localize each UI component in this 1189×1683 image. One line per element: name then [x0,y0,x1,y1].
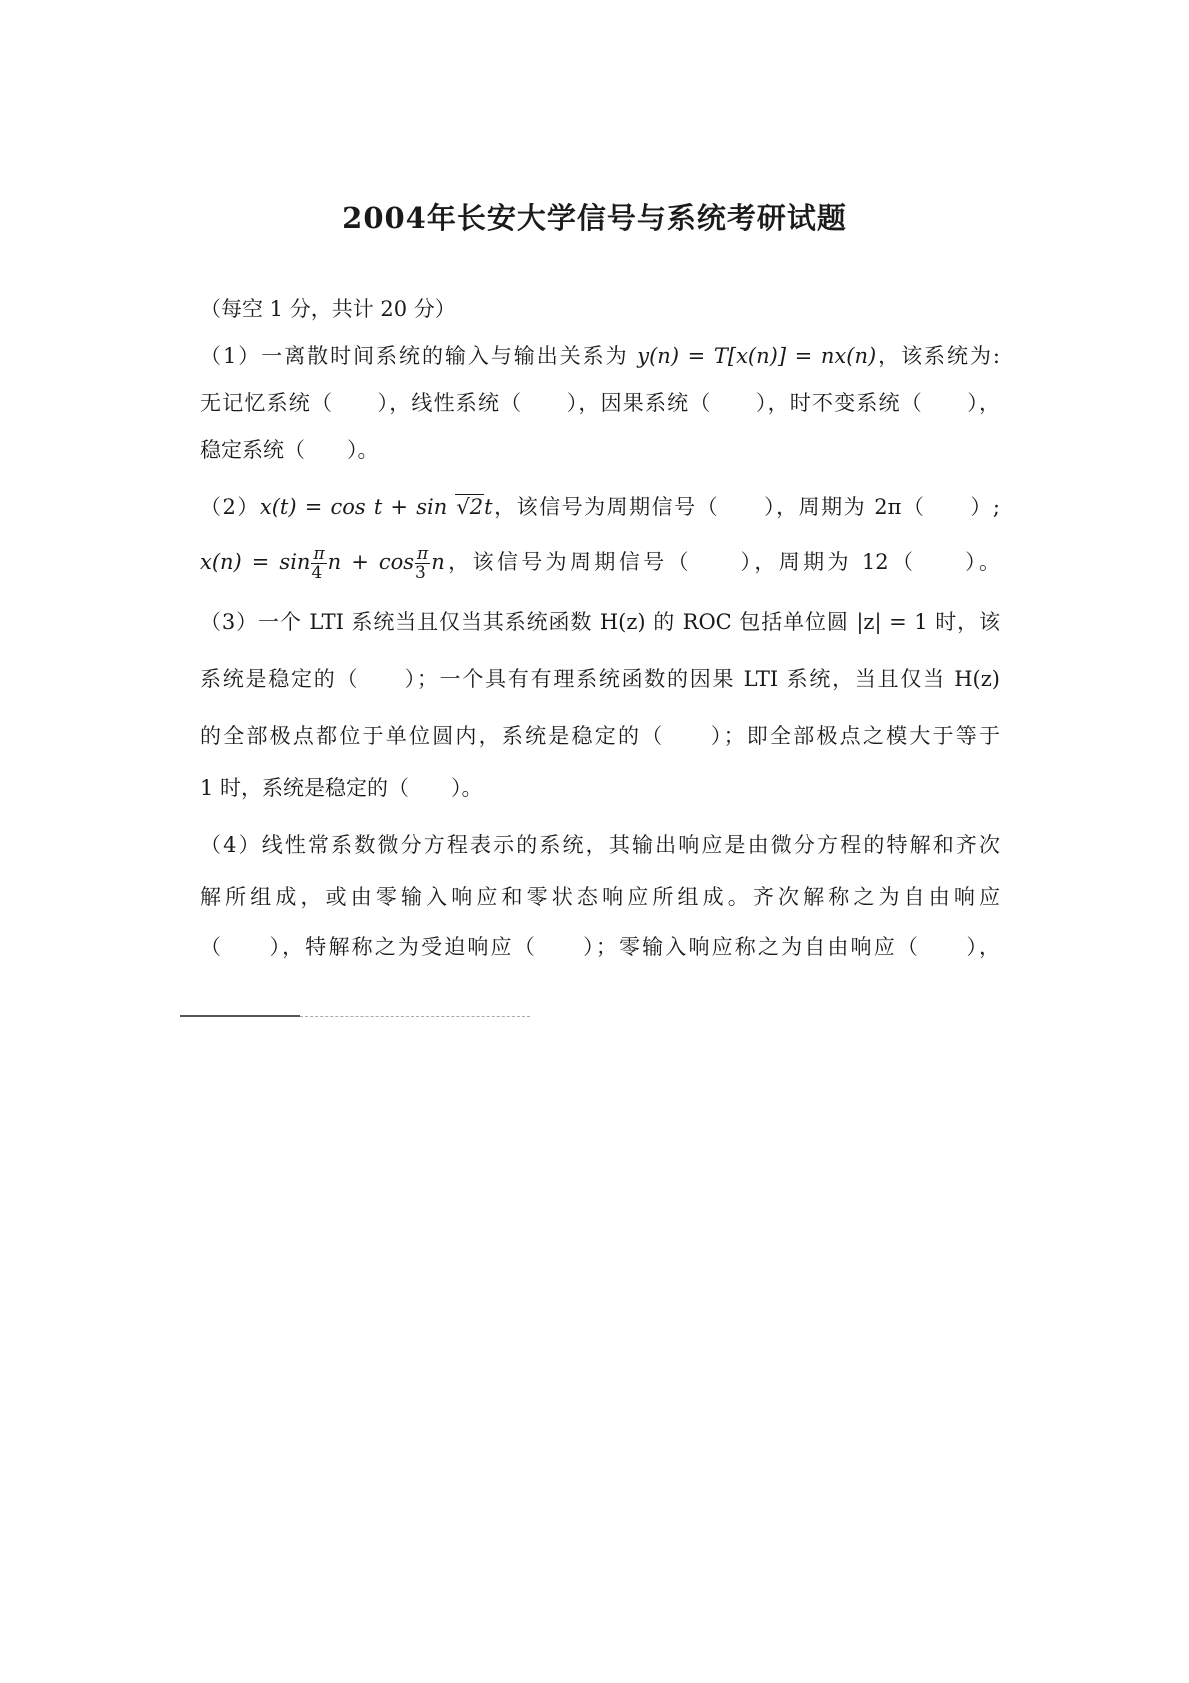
q2-eq1-b: t [484,495,493,519]
sqrt-radicand: √2 [456,495,484,519]
section-note: （每空 1 分，共计 20 分） [200,297,456,321]
frac1-num: π [313,543,325,564]
q2-eq2-c: n [431,550,445,574]
scan-edge-dashes [300,1016,530,1017]
q3-line-3: 的全部极点都位于单位圆内，系统是稳定的（ ）；即全部极点之模大于等于 [200,724,1000,748]
q1-prefix: （1）一离散时间系统的输入与输出关系为 [200,344,638,368]
q2-eq2-a: x(n) = sin [200,550,311,574]
q2-eq2-b: n + cos [327,550,415,574]
q2-eq1-a: x(t) = cos t + sin [259,495,456,519]
q4-line-1: （4）线性常系数微分方程表示的系统，其输出响应是由微分方程的特解和齐次 [200,833,1000,857]
q3-line-4: 1 时，系统是稳定的（ ）。 [200,776,483,800]
q4-line-3: （ ），特解称之为受迫响应（ ）；零输入响应称之为自由响应（ ）， [200,935,1000,959]
frac1-den: 4 [311,562,323,583]
q2-line-2 [200,540,1000,584]
frac2-den: 3 [415,562,426,583]
q1-line-2: 无记忆系统（ ），线性系统（ ），因果系统（ ），时不变系统（ ）， [200,391,1000,415]
q1-line-1 [200,339,1000,373]
q3-line-1: （3）一个 LTI 系统当且仅当其系统函数 H(z) 的 ROC 包括单位圆 |z| = 1 时，该 [200,610,1000,634]
page-title: 2004年长安大学信号与系统考研试题 [342,201,847,235]
q1-line-3: 稳定系统（ ）。 [200,438,379,462]
q1-suffix: ，该系统为: [876,344,1001,368]
q2-line-1 [200,490,1000,524]
q4-line-2: 解所组成，或由零输入响应和零状态响应所组成。齐次解称之为自由响应 [200,885,1000,909]
q2-eq1-sqrt: 2 [469,495,484,519]
q1-equation: y(n) = T[x(n)] = nx(n) [637,344,877,368]
q2-prefix: （2） [200,495,260,519]
q3-line-2: 系统是稳定的（ ）；一个具有有理系统函数的因果 LTI 系统，当且仅当 H(z) [200,667,1000,691]
fraction-pi-4 [311,543,326,583]
fraction-pi-3 [415,543,430,583]
q2-suffix-1: ，该信号为周期信号（ ），周期为 2π（ ）; [492,495,1000,519]
frac2-num: π [417,543,429,564]
q2-suffix-2: ，该信号为周期信号（ ），周期为 12（ ）。 [444,550,1000,574]
scan-edge-rule [180,1015,300,1017]
